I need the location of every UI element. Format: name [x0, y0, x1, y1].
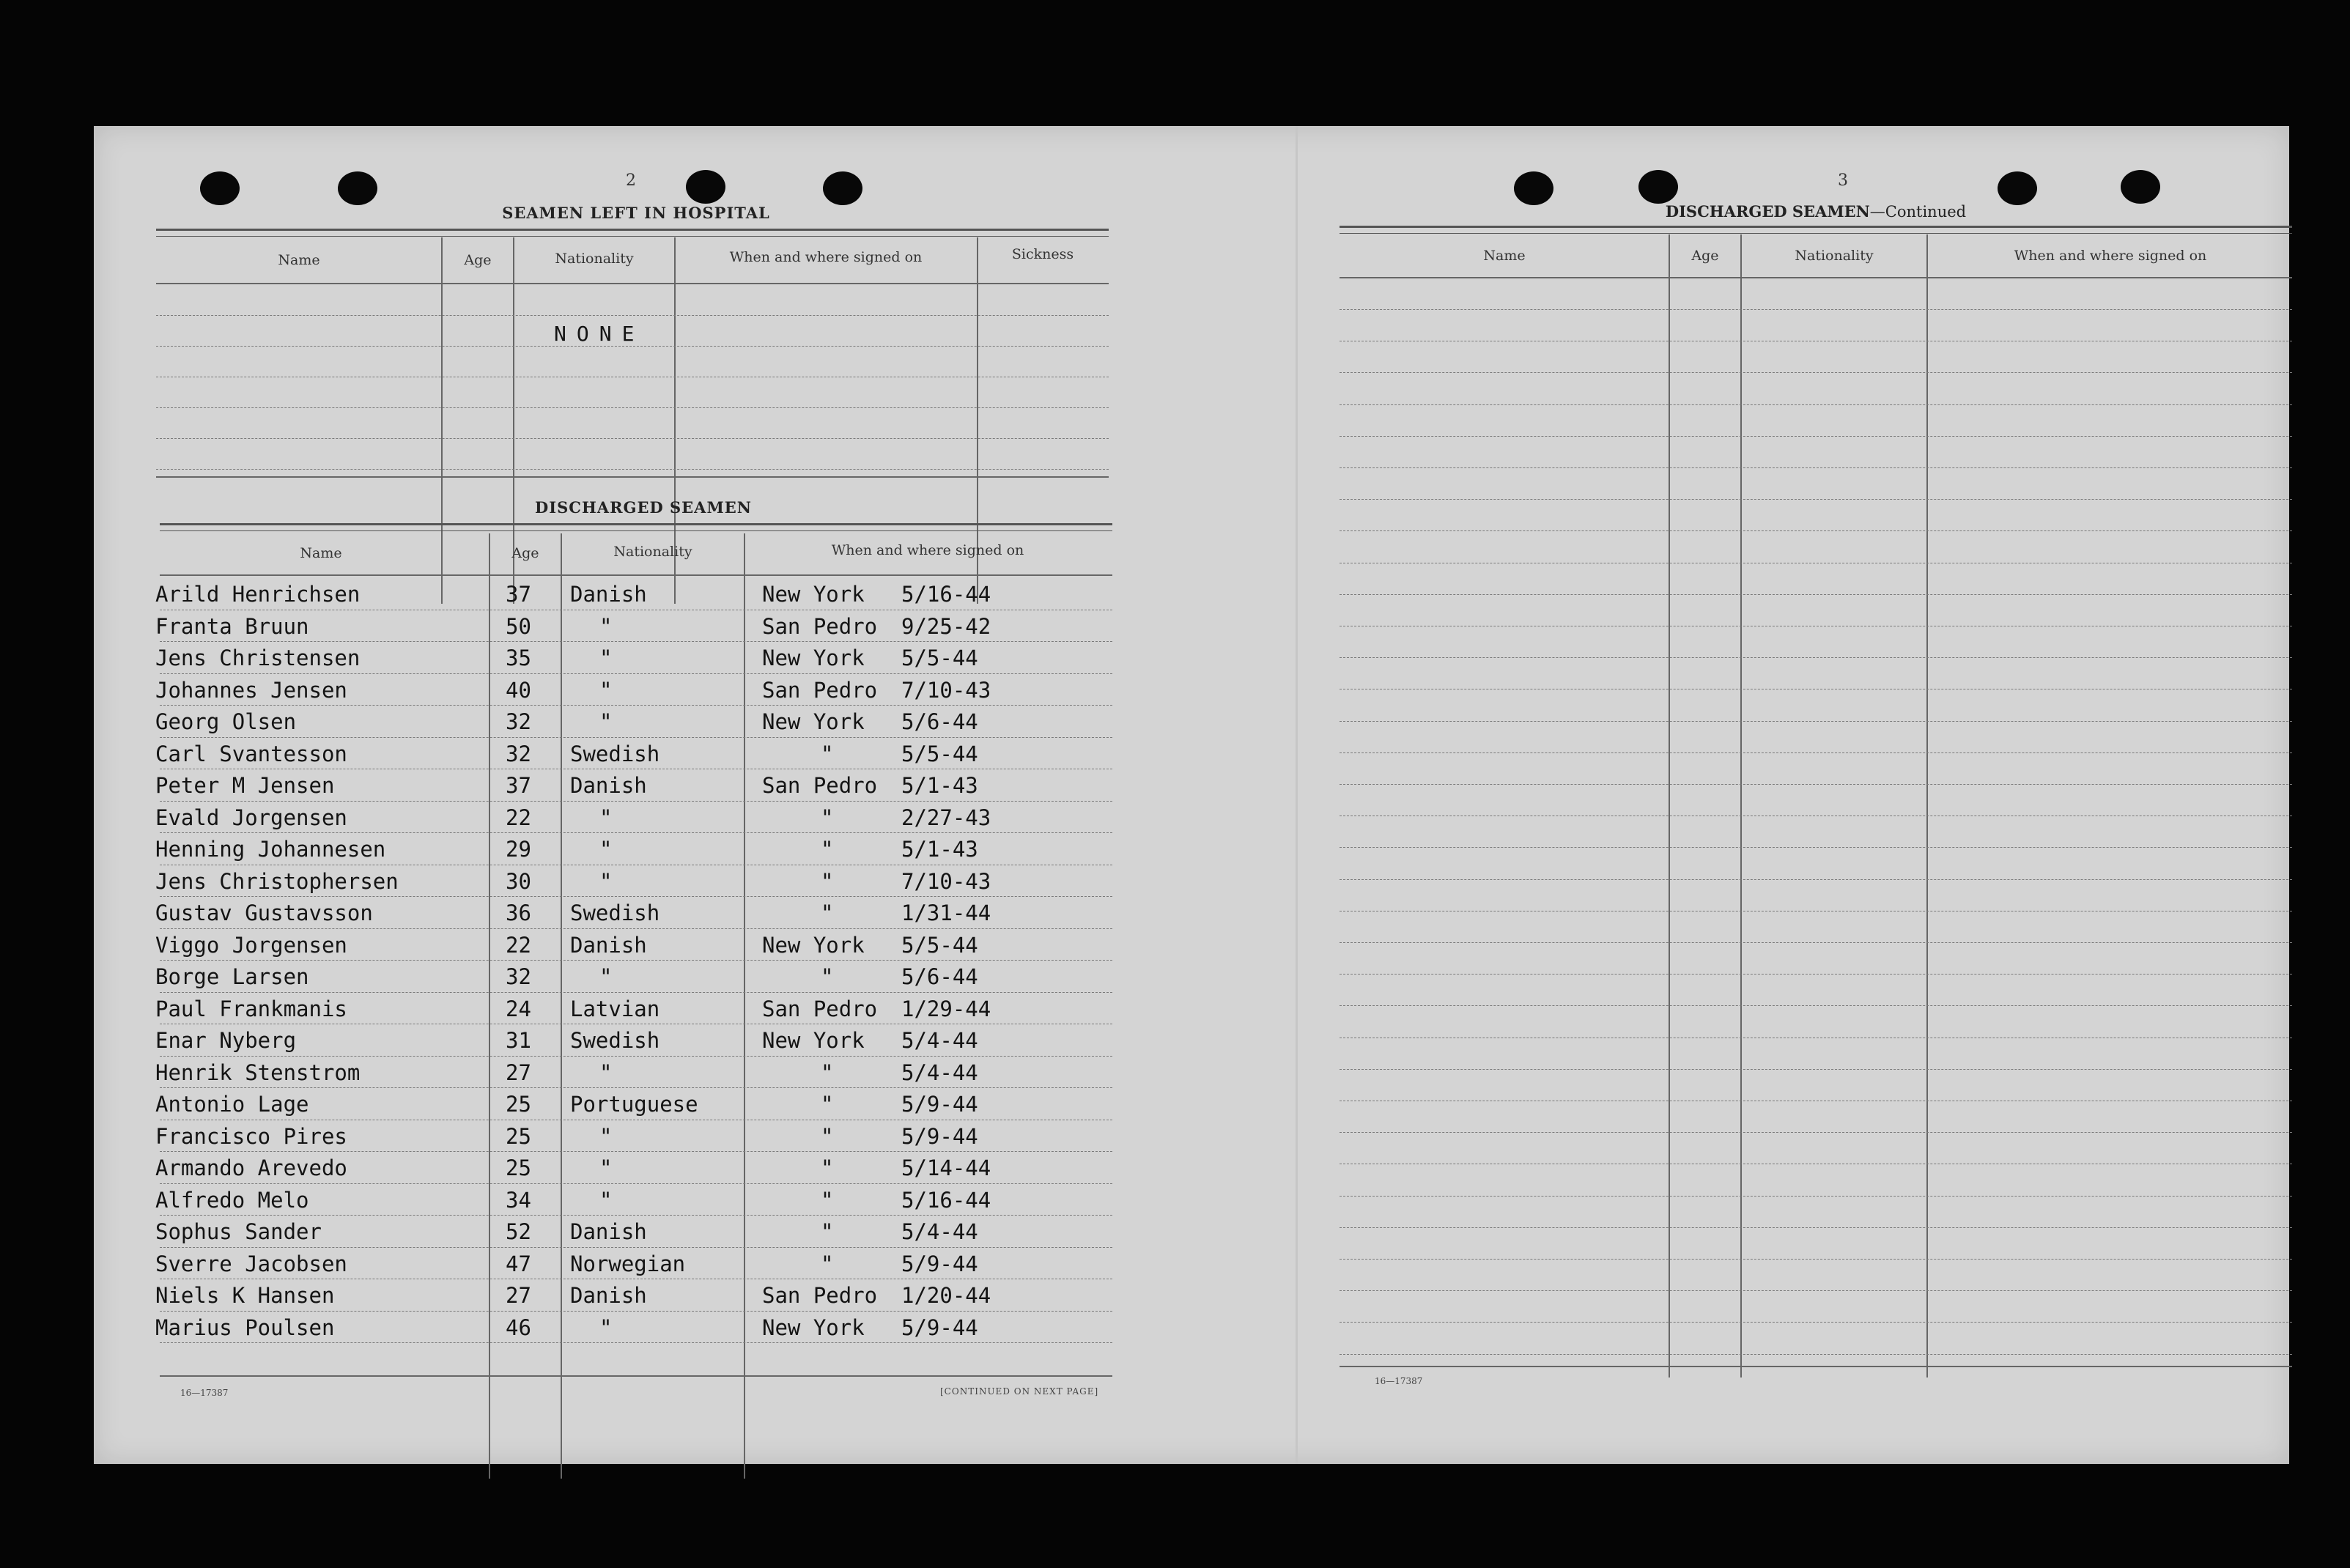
- ruled-line: [156, 407, 1109, 408]
- page-number: 3: [1838, 171, 1848, 190]
- continued-section-title: [1618, 202, 2014, 221]
- signed-on-place: New York: [762, 1314, 865, 1340]
- seaman-nationality: Swedish: [570, 901, 660, 925]
- signed-on-date: 5/5-44: [901, 741, 978, 766]
- seaman-age: 35: [506, 646, 531, 670]
- signed-on-date: 5/14-44: [901, 1155, 991, 1180]
- signed-on-place: New York: [762, 932, 865, 958]
- seaman-age: 24: [506, 996, 531, 1021]
- header-signed-on: When and where signed on: [729, 249, 923, 265]
- ruled-line: [160, 1056, 1112, 1057]
- signed-on-place: San Pedro: [762, 773, 878, 798]
- signed-on-date: 5/9-44: [901, 1092, 978, 1117]
- header-name: Name: [278, 252, 320, 268]
- seaman-nationality: Danish: [570, 932, 647, 958]
- ruled-line: [160, 1183, 1112, 1184]
- seaman-age: 46: [506, 1314, 531, 1340]
- ruled-line: [160, 641, 1112, 642]
- seaman-name: Georg Olsen: [155, 709, 297, 734]
- column-divider: [744, 533, 745, 1479]
- signed-on-date: 7/10-43: [901, 677, 991, 703]
- form-number: 16—17387: [1375, 1376, 1423, 1386]
- hospital-none-entry: NONE: [554, 322, 645, 346]
- signed-on-place: ": [821, 1059, 834, 1085]
- seaman-age: 34: [506, 1187, 531, 1213]
- signed-on-place: ": [821, 1187, 834, 1213]
- header-rule: [160, 574, 1112, 576]
- seaman-nationality: ": [599, 1314, 613, 1340]
- header-nationality: Nationality: [1795, 248, 1874, 264]
- signed-on-place: New York: [762, 1028, 865, 1053]
- ruled-line: [1340, 372, 2292, 373]
- seaman-age: 22: [506, 932, 531, 958]
- header-name: Name: [1483, 248, 1526, 264]
- seaman-age: 50: [506, 613, 531, 639]
- header-nationality: Nationality: [613, 544, 692, 560]
- seaman-nationality: ": [599, 964, 613, 989]
- signed-on-place: ": [821, 868, 834, 894]
- seaman-name: Borge Larsen: [155, 964, 309, 989]
- seaman-nationality: Danish: [570, 582, 647, 607]
- ruled-line: [1340, 1005, 2292, 1006]
- signed-on-date: 5/16-44: [901, 1187, 991, 1213]
- signed-on-place: ": [821, 1219, 834, 1244]
- ruled-line: [160, 1311, 1112, 1312]
- signed-on-date: 5/9-44: [901, 1123, 978, 1149]
- signed-on-place: ": [821, 741, 834, 766]
- seaman-nationality: ": [599, 1123, 613, 1149]
- bottom-rule: [160, 1375, 1112, 1377]
- ruled-line: [1340, 309, 2292, 310]
- ruled-line: [1340, 1354, 2292, 1355]
- signed-on-date: 5/6-44: [901, 709, 978, 734]
- signed-on-place: ": [821, 1092, 834, 1117]
- seaman-nationality: Danish: [570, 1283, 647, 1308]
- column-divider: [1926, 234, 1928, 1377]
- signed-on-place: San Pedro: [762, 1283, 878, 1308]
- signed-on-date: 5/5-44: [901, 932, 978, 958]
- ruled-line: [160, 801, 1112, 802]
- ruled-line: [1340, 1132, 2292, 1133]
- seaman-name: Antonio Lage: [155, 1092, 309, 1117]
- ruled-line: [1340, 1322, 2292, 1323]
- seaman-name: Franta Bruun: [155, 613, 309, 639]
- signed-on-place: ": [821, 964, 834, 989]
- header-rule: [1340, 277, 2292, 278]
- signed-on-date: 5/4-44: [901, 1059, 978, 1085]
- seaman-name: Niels K Hansen: [155, 1283, 335, 1308]
- signed-on-date: 9/25-42: [901, 613, 991, 639]
- signed-on-date: 5/9-44: [901, 1251, 978, 1276]
- ruled-line: [160, 1087, 1112, 1088]
- seaman-age: 31: [506, 1028, 531, 1053]
- ruled-line: [156, 315, 1109, 316]
- seaman-name: Evald Jorgensen: [155, 805, 347, 830]
- seaman-age: 25: [506, 1155, 531, 1180]
- hospital-section-title: SEAMEN LEFT IN HOSPITAL: [502, 204, 770, 222]
- ruled-line: [1340, 752, 2292, 753]
- ruled-line: [160, 896, 1112, 897]
- ruled-line: [156, 438, 1109, 439]
- header-signed-on: When and where signed on: [2014, 248, 2207, 264]
- signed-on-place: New York: [762, 709, 865, 734]
- seaman-name: Francisco Pires: [155, 1123, 347, 1149]
- seaman-age: 32: [506, 964, 531, 989]
- signed-on-date: 5/5-44: [901, 646, 978, 670]
- header-sickness: Sickness: [1011, 246, 1074, 262]
- seaman-name: Sophus Sander: [155, 1219, 322, 1244]
- ruled-line: [1340, 404, 2292, 405]
- header-nationality: Nationality: [555, 251, 634, 267]
- seaman-age: 37: [506, 773, 531, 798]
- signed-on-date: 5/4-44: [901, 1028, 978, 1053]
- ruled-line: [160, 737, 1112, 738]
- seaman-name: Henning Johannesen: [155, 837, 386, 862]
- signed-on-date: 5/1-43: [901, 773, 978, 798]
- seaman-age: 32: [506, 709, 531, 734]
- header-name: Name: [300, 545, 342, 561]
- ruled-line: [1340, 436, 2292, 437]
- title-suffix: —Continued: [1869, 203, 1967, 221]
- signed-on-date: 5/9-44: [901, 1314, 978, 1340]
- signed-on-place: San Pedro: [762, 677, 878, 703]
- signed-on-place: ": [821, 901, 834, 925]
- section-rule: [156, 476, 1109, 478]
- ruled-line: [160, 960, 1112, 961]
- column-divider: [1669, 234, 1670, 1377]
- ruled-line: [1340, 1069, 2292, 1070]
- ruled-line: [160, 705, 1112, 706]
- ruled-line: [1340, 942, 2292, 943]
- ruled-line: [1340, 499, 2292, 500]
- header-signed-on: When and where signed on: [831, 542, 1024, 558]
- ruled-line: [160, 673, 1112, 674]
- signed-on-date: 5/1-43: [901, 837, 978, 862]
- column-divider: [561, 533, 562, 1479]
- ruled-line: [160, 1342, 1112, 1343]
- continued-note: [CONTINUED ON NEXT PAGE]: [940, 1386, 1099, 1397]
- seaman-nationality: ": [599, 837, 613, 862]
- seaman-age: 40: [506, 677, 531, 703]
- seaman-age: 37: [506, 582, 531, 607]
- seaman-name: Johannes Jensen: [155, 677, 347, 703]
- seaman-nationality: Swedish: [570, 741, 660, 766]
- ruled-line: [1340, 1196, 2292, 1197]
- seaman-name: Carl Svantesson: [155, 741, 347, 766]
- signed-on-date: 5/4-44: [901, 1219, 978, 1244]
- signed-on-place: ": [821, 1155, 834, 1180]
- seaman-nationality: ": [599, 805, 613, 830]
- form-number: 16—17387: [180, 1388, 229, 1398]
- seaman-age: 27: [506, 1059, 531, 1085]
- seaman-name: Peter M Jensen: [155, 773, 335, 798]
- ruled-line: [160, 1215, 1112, 1216]
- signed-on-place: ": [821, 1123, 834, 1149]
- seaman-name: Jens Christensen: [155, 646, 361, 670]
- seaman-name: Marius Poulsen: [155, 1314, 335, 1340]
- seaman-age: 32: [506, 741, 531, 766]
- ruled-line: [1340, 974, 2292, 975]
- ruled-line: [1340, 594, 2292, 595]
- signed-on-date: 5/16-44: [901, 582, 991, 607]
- seaman-name: Gustav Gustavsson: [155, 901, 373, 925]
- right-page: [1296, 126, 2289, 1464]
- page-number: 2: [626, 171, 636, 190]
- ruled-line: [1340, 721, 2292, 722]
- document-sheet: [94, 126, 2289, 1464]
- ruled-line: [1340, 847, 2292, 848]
- seaman-age: 25: [506, 1123, 531, 1149]
- header-rule: [156, 283, 1109, 284]
- seaman-name: Viggo Jorgensen: [155, 932, 347, 958]
- ruled-line: [160, 928, 1112, 929]
- header-age: Age: [464, 252, 492, 268]
- seaman-age: 52: [506, 1219, 531, 1244]
- header-age: Age: [1691, 248, 1719, 264]
- seaman-nationality: Swedish: [570, 1028, 660, 1053]
- seaman-nationality: Norwegian: [570, 1251, 686, 1276]
- ruled-line: [160, 1247, 1112, 1248]
- signed-on-place: ": [821, 1251, 834, 1276]
- signed-on-place: New York: [762, 582, 865, 607]
- signed-on-place: New York: [762, 646, 865, 670]
- seaman-name: Alfredo Melo: [155, 1187, 309, 1213]
- seaman-name: Paul Frankmanis: [155, 996, 347, 1021]
- seaman-nationality: ": [599, 677, 613, 703]
- seaman-name: Armando Arevedo: [155, 1155, 347, 1180]
- seaman-name: Arild Henrichsen: [155, 582, 361, 607]
- seaman-nationality: ": [599, 1155, 613, 1180]
- ruled-line: [1340, 530, 2292, 531]
- seaman-nationality: ": [599, 709, 613, 734]
- double-rule: [160, 523, 1112, 531]
- ruled-line: [160, 992, 1112, 993]
- ruled-line: [1340, 879, 2292, 880]
- seaman-nationality: Portuguese: [570, 1092, 698, 1117]
- signed-on-date: 1/31-44: [901, 901, 991, 925]
- seaman-nationality: ": [599, 646, 613, 670]
- signed-on-place: ": [821, 837, 834, 862]
- seaman-age: 30: [506, 868, 531, 894]
- double-rule: [1340, 226, 2292, 234]
- seaman-name: Sverre Jacobsen: [155, 1251, 347, 1276]
- seaman-age: 25: [506, 1092, 531, 1117]
- signed-on-place: ": [821, 805, 834, 830]
- ruled-line: [1340, 1227, 2292, 1228]
- ruled-line: [1340, 784, 2292, 785]
- ruled-line: [1340, 1290, 2292, 1291]
- seaman-age: 36: [506, 901, 531, 925]
- signed-on-place: San Pedro: [762, 613, 878, 639]
- ruled-line: [160, 832, 1112, 833]
- column-divider: [1740, 234, 1742, 1377]
- signed-on-date: 2/27-43: [901, 805, 991, 830]
- seaman-name: Enar Nyberg: [155, 1028, 297, 1053]
- signed-on-date: 1/29-44: [901, 996, 991, 1021]
- seaman-age: 27: [506, 1283, 531, 1308]
- seaman-age: 47: [506, 1251, 531, 1276]
- seaman-nationality: ": [599, 1187, 613, 1213]
- title-main: DISCHARGED SEAMEN: [1665, 202, 1870, 221]
- ruled-line: [160, 1151, 1112, 1152]
- column-divider: [489, 533, 490, 1479]
- double-rule: [156, 229, 1109, 237]
- bottom-rule: [1340, 1366, 2292, 1367]
- seaman-nationality: ": [599, 868, 613, 894]
- left-page: [94, 126, 1296, 1464]
- seaman-name: Jens Christophersen: [155, 868, 399, 894]
- ruled-line: [1340, 467, 2292, 468]
- seaman-nationality: ": [599, 613, 613, 639]
- ruled-line: [1340, 657, 2292, 658]
- seaman-age: 29: [506, 837, 531, 862]
- seaman-name: Henrik Stenstrom: [155, 1059, 361, 1085]
- seaman-nationality: ": [599, 1059, 613, 1085]
- discharged-section-title: DISCHARGED SEAMEN: [535, 498, 752, 517]
- seaman-nationality: Danish: [570, 1219, 647, 1244]
- ruled-line: [156, 346, 1109, 347]
- seaman-age: 22: [506, 805, 531, 830]
- header-age: Age: [511, 545, 539, 561]
- signed-on-date: 7/10-43: [901, 868, 991, 894]
- ruled-line: [1340, 1259, 2292, 1260]
- signed-on-place: San Pedro: [762, 996, 878, 1021]
- seaman-nationality: Latvian: [570, 996, 660, 1021]
- signed-on-date: 1/20-44: [901, 1283, 991, 1308]
- signed-on-date: 5/6-44: [901, 964, 978, 989]
- seaman-nationality: Danish: [570, 773, 647, 798]
- ruled-line: [156, 469, 1109, 470]
